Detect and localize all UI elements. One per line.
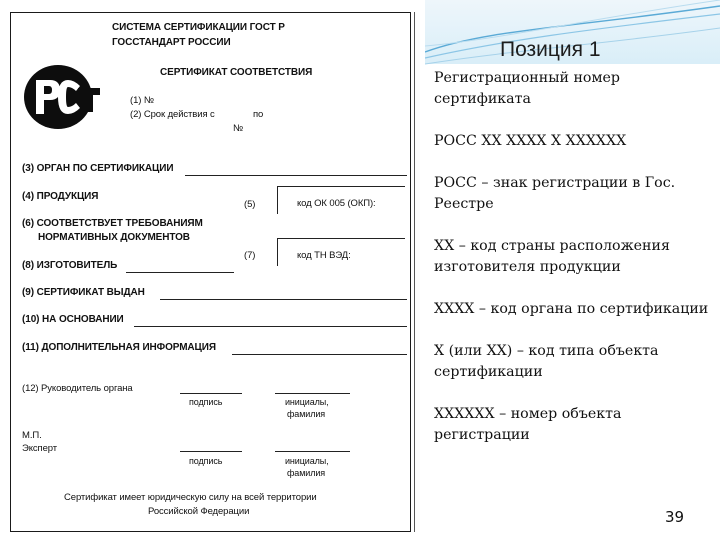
cert-field-9: (9) СЕРТИФИКАТ ВЫДАН	[22, 287, 145, 298]
cert-line-11	[232, 354, 407, 355]
cert-stamp: М.П.	[22, 430, 42, 441]
cert-title: СЕРТИФИКАТ СООТВЕТСТВИЯ	[160, 67, 313, 78]
cert-field-10: (10) НА ОСНОВАНИИ	[22, 314, 124, 325]
slide-item: Х (или ХХ) – код типа объекта сертификации	[434, 343, 659, 380]
slide-item-spacer	[434, 152, 714, 173]
gost-logo	[22, 64, 102, 130]
slide-item: ХХ – код страны расположения изготовителя продукции	[434, 238, 670, 275]
cert-field-3: (3) ОРГАН ПО СЕРТИФИКАЦИИ	[22, 163, 174, 174]
cert-field-2-po: по	[253, 109, 264, 120]
slide-item-spacer	[434, 110, 714, 131]
cert-initials-2-line1: инициалы,	[285, 456, 329, 466]
slide-item: РОСС ХХ ХХХХ Х ХХХХХХ	[434, 133, 627, 149]
cert-field-5: (5)	[244, 199, 256, 210]
slide-item: РОСС – знак регистрации в Гос. Реестре	[434, 175, 676, 212]
cert-box-5-top	[277, 186, 405, 187]
cert-box-5-left	[277, 186, 278, 214]
cert-code-tn: код ТН ВЭД:	[297, 250, 351, 261]
cert-header-line2: ГОССТАНДАРТ РОССИИ	[112, 37, 231, 48]
cert-footer-line2: Российской Федерации	[148, 506, 250, 517]
cert-field-6-line2: НОРМАТИВНЫХ ДОКУМЕНТОВ	[38, 232, 190, 243]
cert-field-11: (11) ДОПОЛНИТЕЛЬНАЯ ИНФОРМАЦИЯ	[22, 342, 216, 353]
cert-expert: Эксперт	[22, 443, 57, 454]
cert-field-4: (4) ПРОДУКЦИЯ	[22, 191, 99, 202]
cert-line-8	[126, 272, 234, 273]
page-number: 39	[665, 508, 685, 526]
cert-line-10	[134, 326, 407, 327]
cert-field-2: (2) Срок действия с	[130, 109, 215, 120]
cert-signature-2: подпись	[189, 456, 223, 466]
cert-initials-line-1	[275, 393, 350, 394]
cert-signature-line-2	[180, 451, 242, 452]
slide-item-spacer	[434, 215, 714, 236]
slide-item-list	[434, 68, 714, 446]
cert-initials-1-line2: фамилия	[287, 409, 326, 419]
slide-item-spacer	[434, 320, 714, 341]
slide-item: Регистрационный номер сертификата	[434, 70, 620, 107]
cert-field-8: (8) ИЗГОТОВИТЕЛЬ	[22, 260, 118, 271]
cert-signature-1: подпись	[189, 397, 223, 407]
cert-line-3	[185, 175, 407, 176]
slide-item-spacer	[434, 278, 714, 299]
slide-item: ХХХХХХ – номер объекта регистрации	[434, 406, 622, 443]
cert-signature-line-1	[180, 393, 242, 394]
cert-line-9	[160, 299, 407, 300]
cert-box-7-left	[277, 238, 278, 266]
cert-box-7-top	[277, 238, 405, 239]
cert-footer-line1: Сертификат имеет юридическую силу на всей территории	[64, 492, 317, 503]
cert-initials-1-line1: инициалы,	[285, 397, 329, 407]
cert-field-12: (12) Руководитель органа	[22, 383, 133, 394]
slide-title: Позиция 1	[500, 38, 601, 61]
cert-field-7: (7)	[244, 250, 256, 261]
cert-field-6-line1: (6) СООТВЕТСТВУЕТ ТРЕБОВАНИЯМ	[22, 218, 203, 229]
slide-item: ХХХХ – код органа по сертификации	[434, 301, 709, 317]
cert-initials-line-2	[275, 451, 350, 452]
cert-initials-2-line2: фамилия	[287, 468, 326, 478]
cert-code-ok: код ОК 005 (ОКП):	[297, 198, 376, 209]
cert-header-line1: СИСТЕМА СЕРТИФИКАЦИИ ГОСТ Р	[112, 22, 285, 33]
certificate-frame-edge	[414, 12, 415, 532]
slide-item-spacer	[434, 383, 714, 404]
cert-field-1: (1) №	[130, 95, 154, 106]
cert-field-2-no: №	[233, 123, 244, 134]
